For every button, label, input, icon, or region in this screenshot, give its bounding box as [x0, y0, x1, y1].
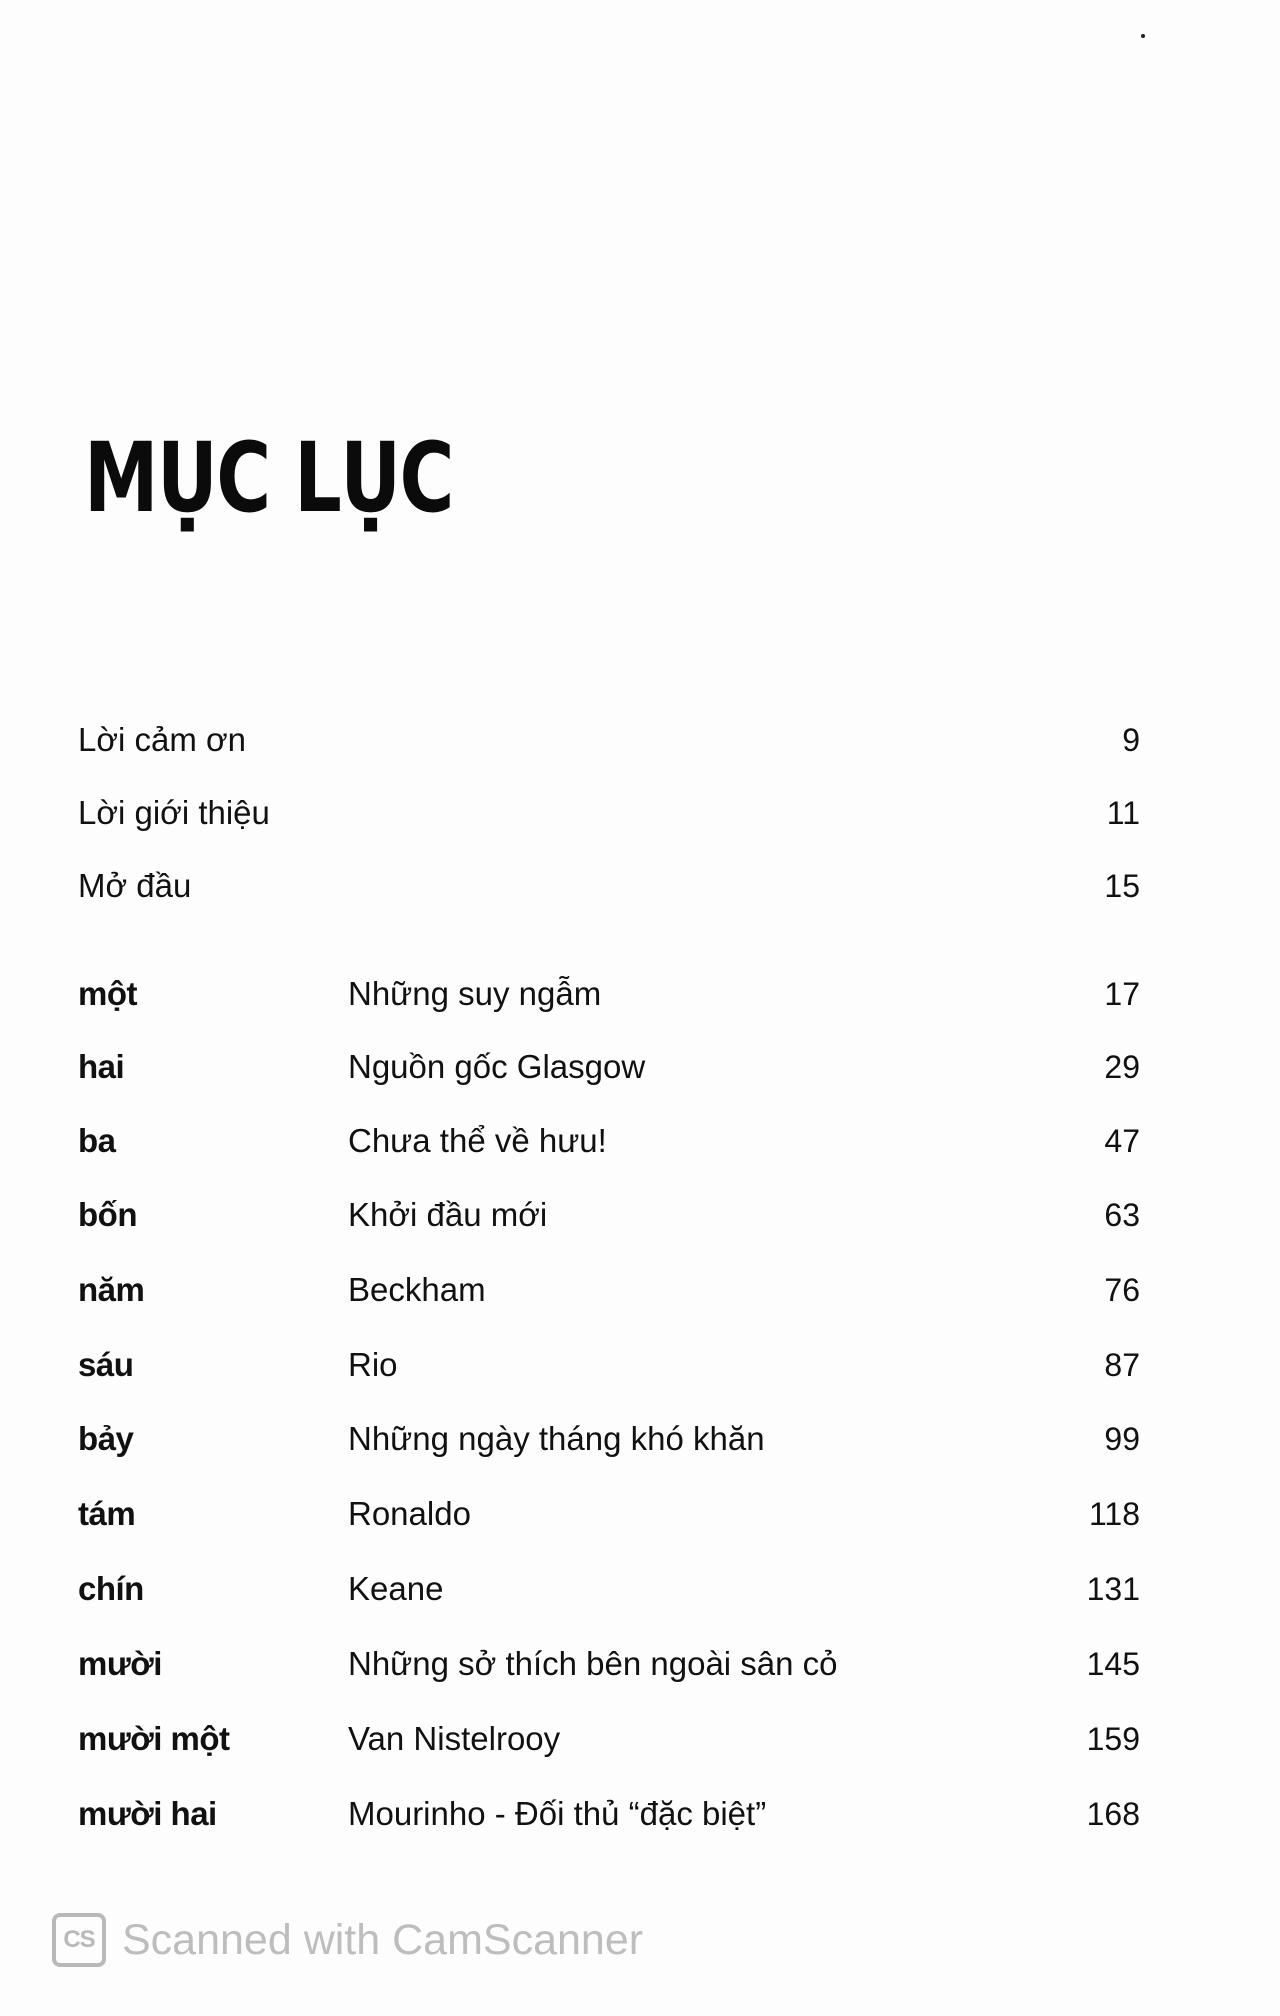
page-number: 47	[1104, 1123, 1140, 1159]
chapter-number: mười một	[78, 1720, 230, 1757]
page-number: 99	[1104, 1421, 1140, 1457]
chapter-number: chín	[78, 1570, 144, 1607]
page-number: 159	[1086, 1721, 1140, 1757]
page-number: 145	[1086, 1646, 1140, 1682]
page-title: MỤC LỤC	[84, 422, 453, 534]
toc-chapter-row	[0, 1636, 1280, 1696]
page-number: 87	[1104, 1347, 1140, 1383]
toc-front-row	[0, 858, 1280, 918]
toc-chapter-row	[0, 1337, 1280, 1397]
page-number: 118	[1088, 1496, 1140, 1532]
page-number: 168	[1086, 1796, 1140, 1832]
page-number: 17	[1104, 976, 1140, 1012]
chapter-title: Mourinho - Đối thủ “đặc biệt”	[348, 1795, 767, 1832]
chapter-title: Những suy ngẫm	[348, 975, 602, 1012]
chapter-number: ba	[78, 1122, 116, 1159]
front-matter-label: Mở đầu	[78, 867, 192, 904]
chapter-number: hai	[78, 1048, 125, 1085]
chapter-title: Khởi đầu mới	[348, 1196, 548, 1233]
chapter-number: tám	[78, 1495, 136, 1532]
front-matter-label: Lời cảm ơn	[78, 721, 246, 758]
chapter-number: sáu	[78, 1346, 134, 1383]
scan-speck	[1141, 34, 1145, 38]
front-matter-label: Lời giới thiệu	[78, 794, 270, 831]
toc-chapter-row	[0, 1561, 1280, 1621]
chapter-number: mười	[78, 1645, 162, 1682]
chapter-number: bốn	[78, 1196, 137, 1233]
toc-chapter-row	[0, 1711, 1280, 1771]
chapter-title: Những sở thích bên ngoài sân cỏ	[348, 1645, 838, 1682]
page-number: 131	[1086, 1571, 1140, 1607]
chapter-title: Chưa thể về hưu!	[348, 1122, 607, 1159]
camscanner-watermark	[52, 1910, 643, 1970]
chapter-title: Van Nistelrooy	[348, 1720, 561, 1757]
camscanner-logo-icon: CS	[52, 1913, 106, 1967]
toc-chapter-row	[0, 1187, 1280, 1247]
page-number: 9	[1122, 722, 1140, 758]
toc-front-row	[0, 785, 1280, 845]
page-number: 15	[1104, 868, 1140, 904]
toc-chapter-row	[0, 1486, 1280, 1546]
toc-chapter-row	[0, 966, 1280, 1026]
chapter-title: Nguồn gốc Glasgow	[348, 1048, 646, 1085]
toc-chapter-row	[0, 1113, 1280, 1173]
chapter-number: một	[78, 975, 137, 1012]
page-number: 11	[1106, 795, 1140, 831]
chapter-title: Những ngày tháng khó khăn	[348, 1420, 765, 1457]
toc-chapter-row	[0, 1039, 1280, 1099]
toc-front-row	[0, 712, 1280, 772]
chapter-title: Ronaldo	[348, 1495, 471, 1532]
page-number: 29	[1104, 1049, 1140, 1085]
page-number: 76	[1104, 1272, 1140, 1308]
page-number: 63	[1104, 1197, 1140, 1233]
toc-chapter-row	[0, 1262, 1280, 1322]
chapter-number: bảy	[78, 1420, 134, 1457]
watermark-text: Scanned with CamScanner	[122, 1915, 644, 1964]
chapter-title: Rio	[348, 1346, 398, 1383]
toc-chapter-row	[0, 1786, 1280, 1846]
chapter-number: mười hai	[78, 1795, 217, 1832]
toc-chapter-row	[0, 1411, 1280, 1471]
chapter-number: năm	[78, 1271, 145, 1308]
chapter-title: Beckham	[348, 1271, 486, 1308]
chapter-title: Keane	[348, 1570, 444, 1607]
